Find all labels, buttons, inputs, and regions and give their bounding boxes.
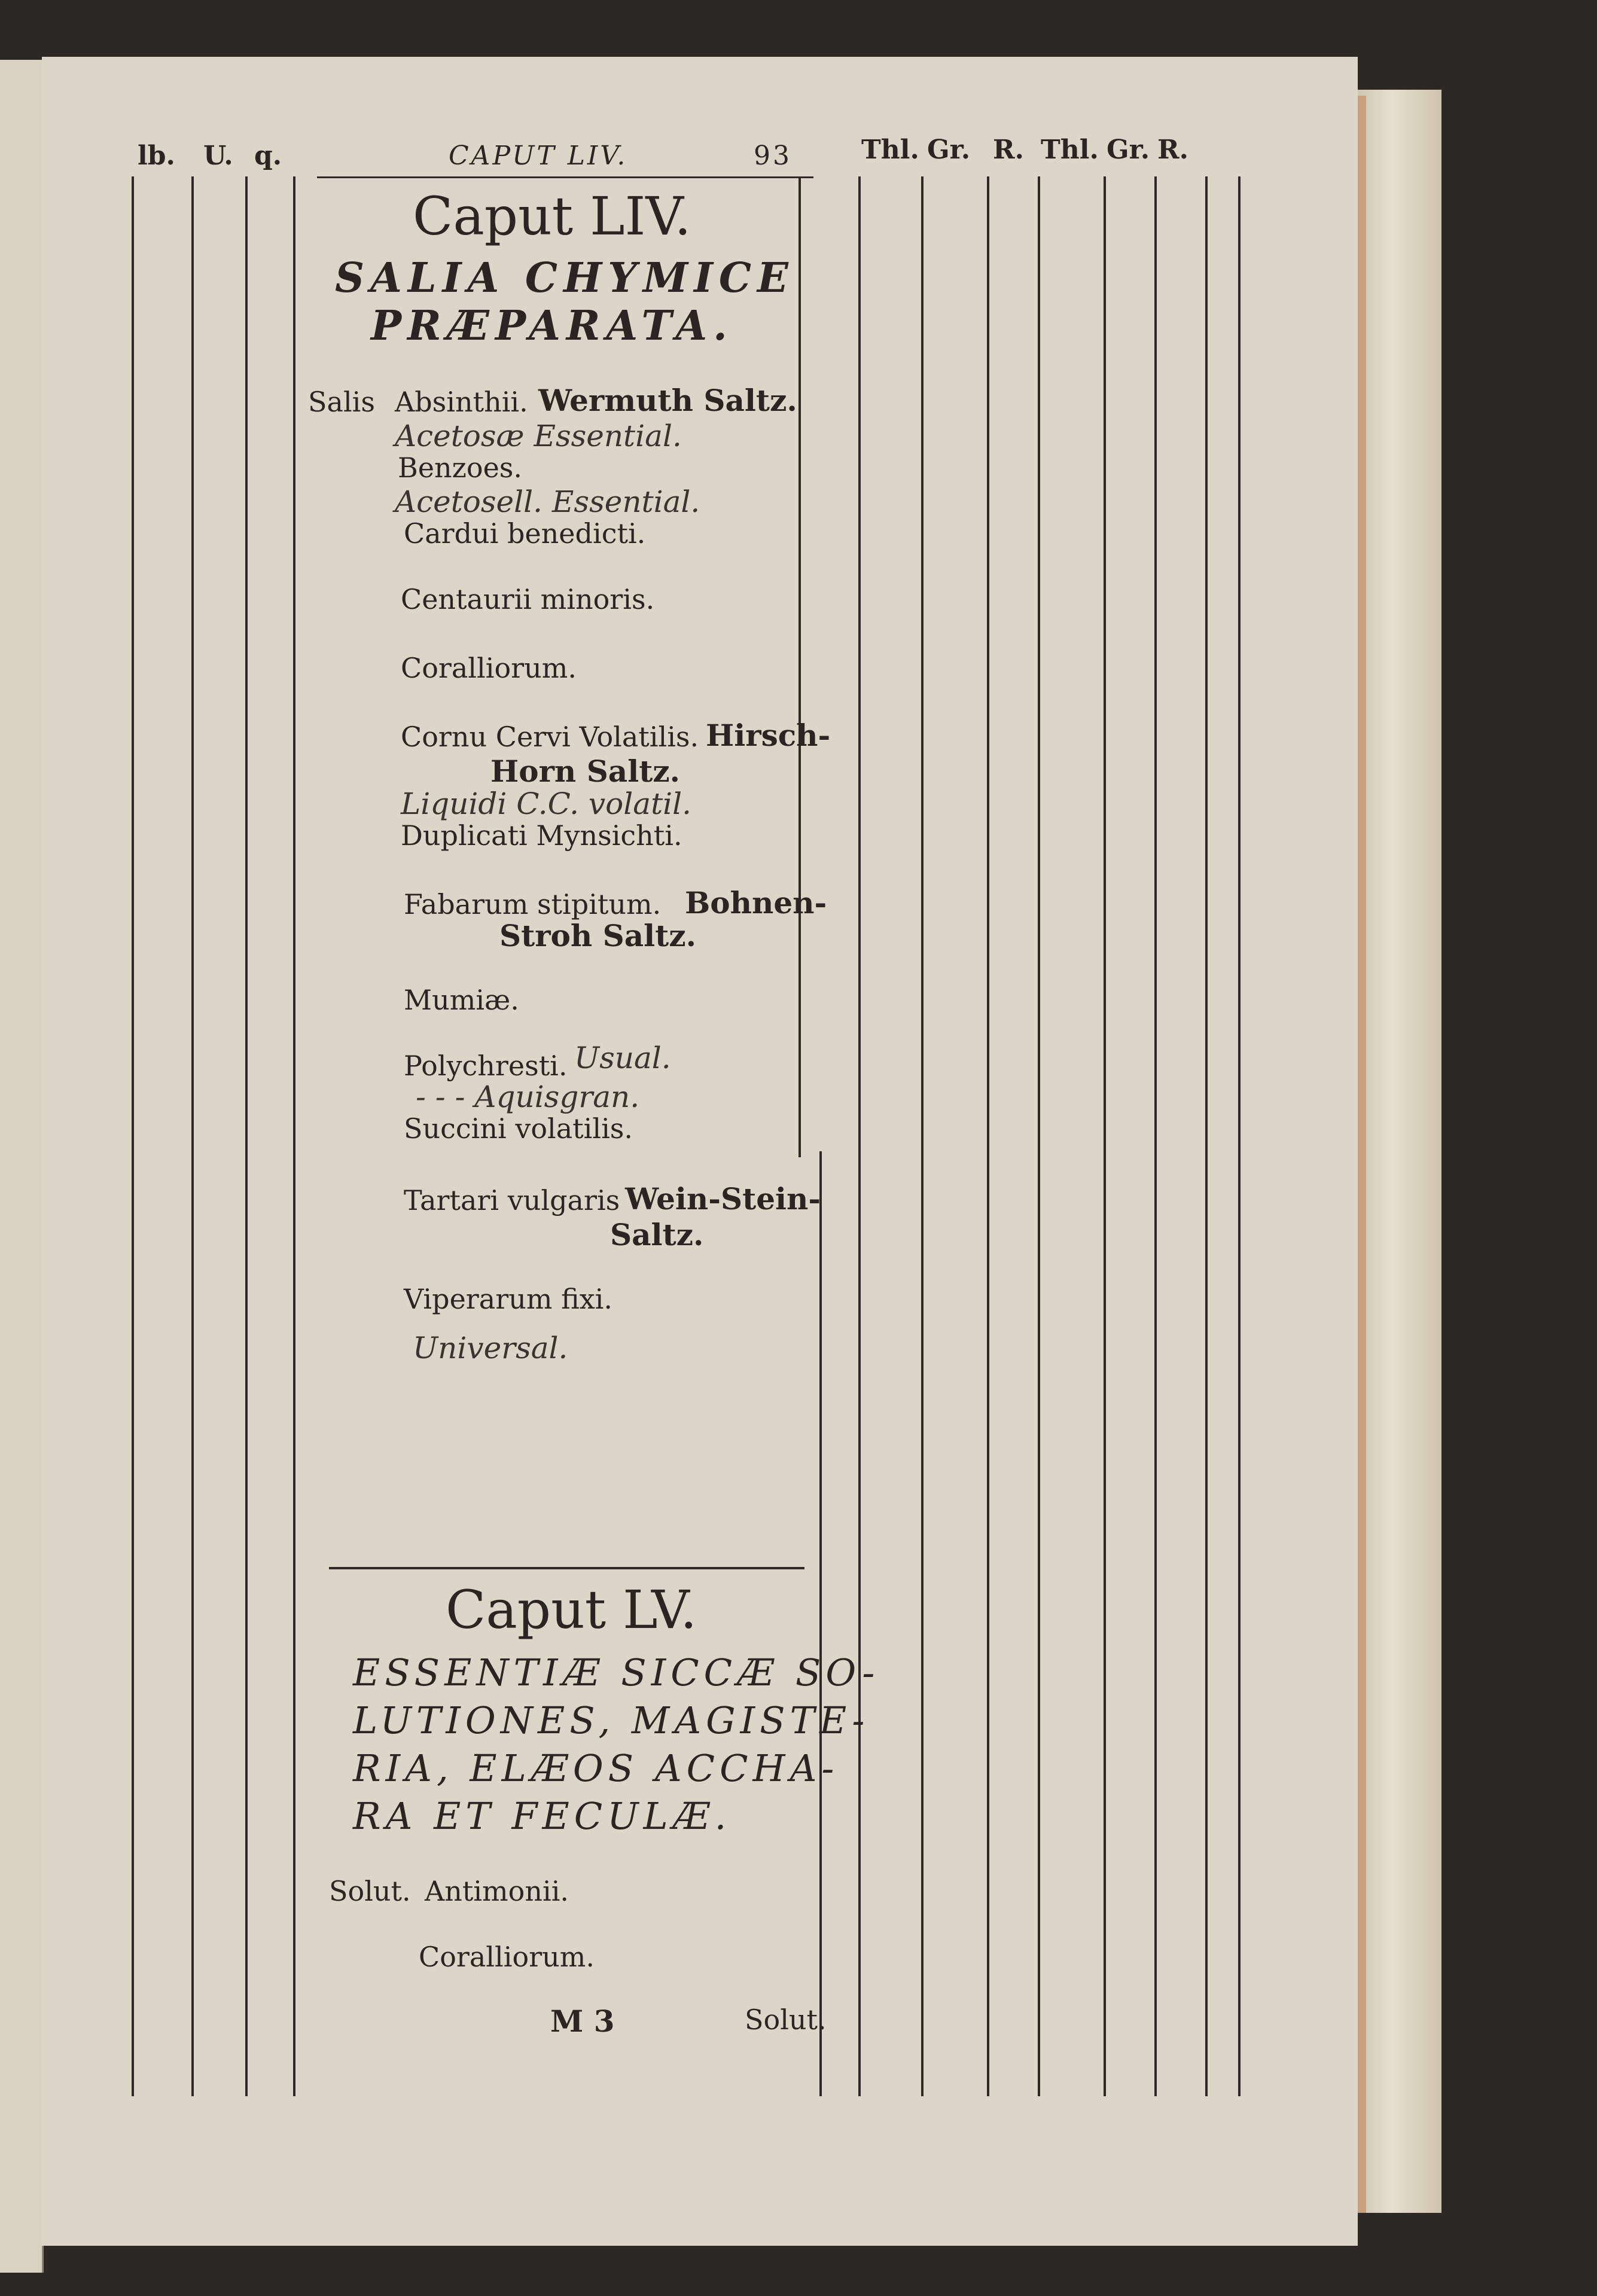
running-title-rule [317, 176, 813, 178]
column-rule [1205, 176, 1208, 2096]
header-col-gr-1: Gr. [927, 135, 971, 165]
solut-prefix: Solut. [329, 1875, 411, 1907]
entry-handwritten-note: Acetosell. Essential. [395, 484, 700, 519]
header-col-thl-1: Thl. [861, 135, 919, 165]
chapter-55-subtitle-2: LUTIONES, MAGISTE- [353, 1699, 870, 1742]
signature-mark: M 3 [550, 2004, 615, 2039]
column-rule [293, 176, 295, 2096]
entry-handwritten-note: Liquidi C.C. volatil. [401, 786, 692, 821]
column-rule [1154, 176, 1157, 2096]
column-rule [987, 176, 989, 2096]
entry-latin: Succini volatilis. [404, 1112, 633, 1145]
entry-latin: Cornu Cervi Volatilis. [401, 721, 699, 753]
column-rule [819, 1151, 822, 2096]
running-title: CAPUT LIV. [449, 141, 628, 171]
entry-handwritten-note: Usual. [574, 1041, 671, 1075]
entry-german: Wermuth Saltz. [538, 383, 797, 418]
entry-latin: Duplicati Mynsichti. [401, 819, 682, 852]
chapter-55-subtitle-4: RA ET FECULÆ. [353, 1794, 732, 1838]
column-rule [798, 176, 801, 1157]
entry-german-cont: Saltz. [610, 1217, 704, 1252]
catchword: Solut. [745, 2004, 827, 2036]
entry-latin: Mumiæ. [404, 984, 519, 1016]
column-rule [1104, 176, 1106, 2096]
chapter-55-title: Caput LV. [446, 1579, 697, 1641]
column-rule [245, 176, 248, 2096]
entry-latin: Absinthii. [395, 386, 528, 418]
entry-latin: Centaurii minoris. [401, 583, 655, 615]
entry-german: Hirsch- [706, 718, 831, 753]
header-col-lb: lb. [138, 141, 175, 171]
column-rule [191, 176, 194, 2096]
entry-latin: Fabarum stipitum. [404, 888, 662, 920]
column-rule [132, 176, 134, 2096]
entry-latin: Coralliorum. [401, 652, 577, 684]
entry-handwritten-note: - - - Aquisgran. [416, 1080, 640, 1114]
book-page [42, 57, 1358, 2246]
header-col-r-2: R. [1157, 135, 1188, 165]
entry-handwritten-note: Universal. [413, 1331, 568, 1365]
facing-page-edge [0, 60, 44, 2273]
chapter-55-subtitle-3: RIA, ELÆOS ACCHA- [353, 1746, 839, 1790]
entry-latin: Coralliorum. [419, 1941, 595, 1973]
chapter-54-subtitle-1: SALIA CHYMICE [335, 254, 794, 302]
chapter-54-subtitle-2: PRÆPARATA. [371, 302, 733, 350]
column-rule [921, 176, 924, 2096]
entry-latin: Cardui benedicti. [404, 517, 646, 550]
entry-handwritten-note: Acetosæ Essential. [395, 419, 682, 453]
entry-latin: Tartari vulgaris [404, 1184, 620, 1216]
header-col-gr-2: Gr. [1107, 135, 1150, 165]
header-col-q: q. [254, 141, 282, 171]
entry-latin: Antimonii. [425, 1875, 569, 1907]
chapter-divider [329, 1567, 804, 1569]
header-col-u: U. [203, 141, 233, 171]
chapter-54-title: Caput LIV. [413, 185, 691, 247]
page-stack [1358, 96, 1366, 2213]
entry-german-cont: Stroh Saltz. [499, 918, 697, 953]
salis-prefix: Salis [308, 386, 375, 418]
column-rule [1038, 176, 1040, 2096]
page-number: 93 [754, 141, 792, 171]
entry-german: Bohnen- [685, 885, 827, 920]
entry-latin: Polychresti. [404, 1050, 568, 1082]
column-rule [858, 176, 861, 2096]
header-col-thl-2: Thl. [1041, 135, 1099, 165]
chapter-55-subtitle-1: ESSENTIÆ SICCÆ SO- [353, 1651, 880, 1694]
page-fore-edge [1358, 90, 1441, 2213]
column-rule [1238, 176, 1241, 2096]
header-col-r-1: R. [993, 135, 1024, 165]
entry-german-cont: Horn Saltz. [490, 754, 681, 789]
entry-latin: Benzoes. [398, 452, 523, 484]
entry-german: Wein-Stein- [625, 1181, 821, 1216]
entry-latin: Viperarum fixi. [404, 1283, 613, 1315]
